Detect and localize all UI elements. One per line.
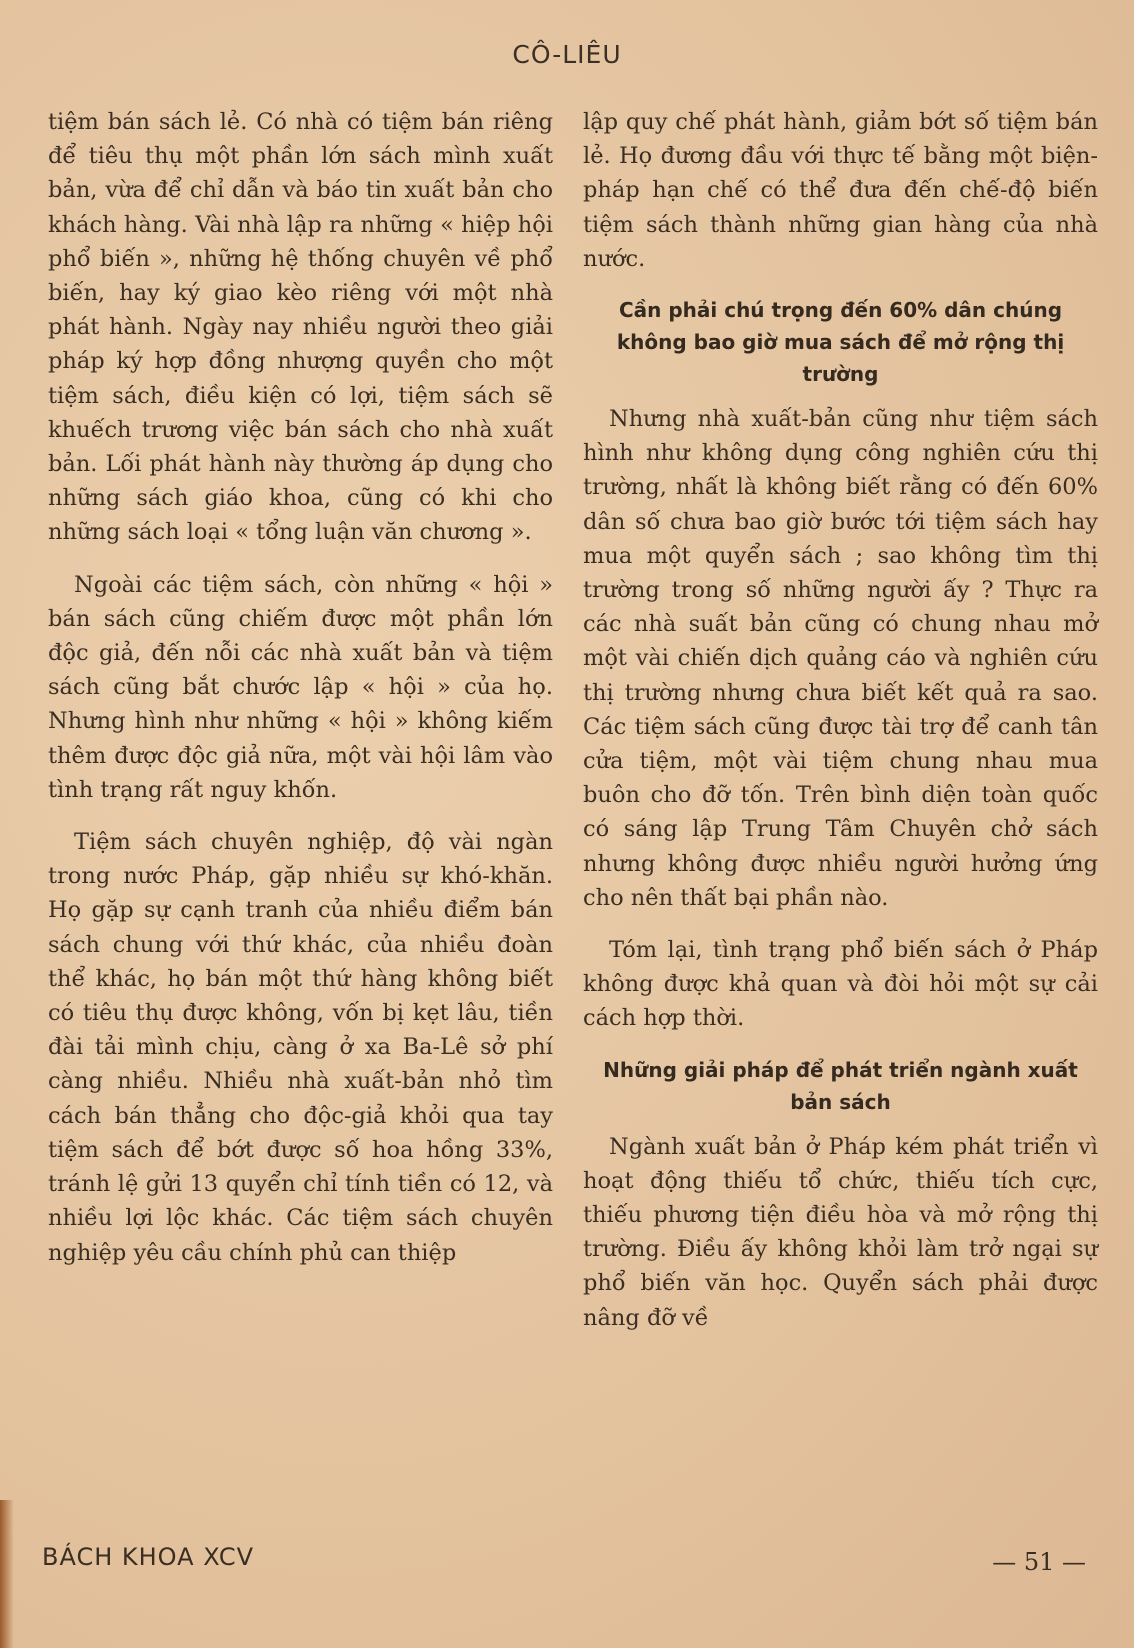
running-header: CÔ-LIÊU: [512, 40, 622, 69]
right-paragraph-intro: lập quy chế phát hành, giảm bớt số tiệm bán lẻ. Họ đương đầu với thực tế bằng một biện-pháp hạn chế có thể đưa đến chế-độ biến tiệm sách thành những gian hàng của nhà nước.: [583, 109, 1098, 272]
binding-edge-shadow: [0, 1500, 14, 1648]
left-column: [48, 105, 553, 1270]
left-paragraph-1: tiệm bán sách lẻ. Có nhà có tiệm bán riêng để tiêu thụ một phần lớn sách mình xuất bản, vừa để chỉ dẫn và báo tin xuất bản cho khách hàng. Vài nhà lập ra những « hiệp hội phổ biến », những hệ thống chuyên về phổ biến, hay ký giao kèo riêng với một nhà phát hành. Ngày nay nhiều người theo giải pháp ký hợp đồng nhượng quyền cho một tiệm sách, điều kiện có lợi, tiệm sách sẽ khuếch trương việc bán sách cho nhà xuất bản. Lối phát hành này thường áp dụng cho những sách giáo khoa, cũng có khi cho những sách loại « tổng luận văn chương ».: [48, 109, 553, 546]
section-heading-1: Cần phải chú trọng đến 60% dân chúng không bao giờ mua sách để mở rộng thị trường: [616, 298, 1065, 387]
right-paragraph-3: Tóm lại, tình trạng phổ biến sách ở Pháp không được khả quan và đòi hỏi một sự cải cách hợp thời.: [583, 937, 1098, 1032]
page-number: — 51 —: [992, 1548, 1086, 1576]
section-heading-2: Những giải pháp để phát triển ngành xuất bản sách: [603, 1057, 1078, 1114]
left-paragraph-2: Ngoài các tiệm sách, còn những « hội » bán sách cũng chiếm được một phần lớn độc giả, đến nỗi các nhà xuất bản và tiệm sách cũng bắt chước lập « hội » của họ. Nhưng hình như những « hội » không kiếm thêm được độc giả nữa, một vài hội lâm vào tình trạng rất nguy khốn.: [48, 571, 553, 803]
left-paragraph-3: Tiệm sách chuyên nghiệp, độ vài ngàn trong nước Pháp, gặp nhiều sự khó-khăn. Họ gặp sự cạnh tranh của nhiều điểm bán sách chung với thứ khác, của nhiều đoàn thể khác, họ bán một thứ hàng không biết có tiêu thụ được không, vốn bị kẹt lâu, tiền đài tải mình chịu, càng ở xa Ba-Lê sở phí càng nhiều. Nhiều nhà xuất-bản nhỏ tìm cách bán thẳng cho độc-giả khỏi qua tay tiệm sách để bớt được số hoa hồng 33%, tránh lệ gửi 13 quyển chỉ tính tiền có 12, và nhiều lợi lộc khác. Các tiệm sách chuyên nghiệp yêu cầu chính phủ can thiệp: [48, 829, 553, 1266]
publication-footer: BÁCH KHOA XCV: [42, 1543, 255, 1571]
right-paragraph-4: Ngành xuất bản ở Pháp kém phát triển vì hoạt động thiếu tổ chức, thiếu tích cực, thiếu phương tiện điều hòa và mở rộng thị trường. Điều ấy không khỏi làm trở ngại sự phổ biến văn học. Quyển sách phải được nâng đỡ về: [583, 1133, 1098, 1331]
right-paragraph-2: Nhưng nhà xuất-bản cũng như tiệm sách hình như không dụng công nghiên cứu thị trường, nhất là không biết rằng có đến 60% dân số chưa bao giờ bước tới tiệm sách hay mua một quyển sách ; sao không tìm thị trường trong số những người ấy ? Thực ra các nhà suất bản cũng có chung nhau mở một vài chiến dịch quảng cáo và nghiên cứu thị trường nhưng chưa biết kết quả ra sao. Các tiệm sách cũng được tài trợ để canh tân cửa tiệm, một vài tiệm chung nhau mua buôn cho đỡ tốn. Trên bình diện toàn quốc có sáng lập Trung Tâm Chuyên chở sách nhưng không được nhiều người hưởng ứng cho nên thất bại phần nào.: [583, 406, 1098, 911]
right-column: [583, 105, 1098, 1335]
